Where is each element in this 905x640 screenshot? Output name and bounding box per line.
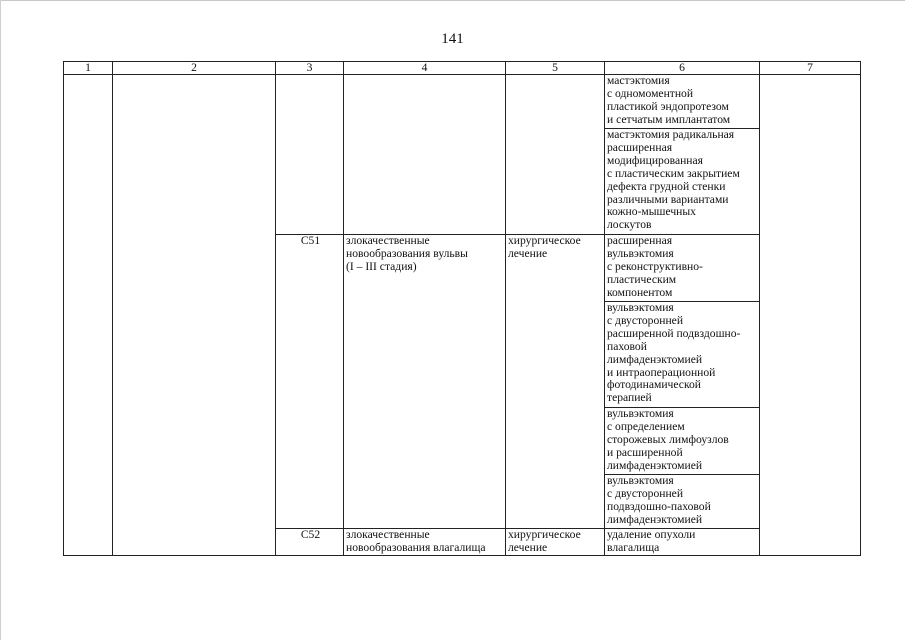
diagnosis-cell: злокачественные новообразования влагалища (344, 529, 506, 556)
diagnosis-code-cell: C51 (276, 235, 344, 529)
treatment-method-cell: вульвэктомия с двусторонней подвздошно-паховой лимфаденэктомией (605, 475, 760, 529)
treatment-method-cell: мастэктомия радикальная расширенная модифицированная с пластическим закрытием дефекта грудной стенки различными вариантами кожно-мышечных лоскутов (605, 129, 760, 235)
treatment-type-cell: хирургическое лечение (506, 529, 605, 556)
diagnosis-cell (344, 75, 506, 235)
page-top-edge (0, 0, 905, 1)
treatment-type-cell (506, 75, 605, 235)
treatment-method-cell: удаление опухоли влагалища (605, 529, 760, 556)
treatment-method-cell: вульвэктомия с двусторонней расширенной подвздошно- паховой лимфаденэктомией и интраоперационной фотодинамической терапией (605, 302, 760, 408)
column-number: 2 (113, 62, 276, 75)
diagnosis-code-cell (276, 75, 344, 235)
treatment-method-cell: вульвэктомия с определением сторожевых лимфоузлов и расширенной лимфаденэктомией (605, 408, 760, 475)
column-number: 3 (276, 62, 344, 75)
treatment-method-cell: расширенная вульвэктомия с реконструктивно- пластическим компонентом (605, 235, 760, 302)
column-2-cell (113, 75, 276, 556)
medical-procedures-table (63, 61, 861, 556)
column-number-row (64, 62, 861, 75)
column-number: 6 (605, 62, 760, 75)
column-number: 5 (506, 62, 605, 75)
column-number: 4 (344, 62, 506, 75)
column-number: 7 (760, 62, 861, 75)
page-left-edge (0, 0, 1, 640)
treatment-type-cell: хирургическое лечение (506, 235, 605, 529)
treatment-method-cell: мастэктомия с одномоментной пластикой эндопротезом и сетчатым имплантатом (605, 75, 760, 129)
table-row (64, 75, 861, 129)
column-7-cell (760, 75, 861, 556)
column-1-cell (64, 75, 113, 556)
column-number: 1 (64, 62, 113, 75)
diagnosis-code-cell: C52 (276, 529, 344, 556)
page-number: 141 (441, 31, 464, 47)
diagnosis-cell: злокачественные новообразования вульвы (I – III стадия) (344, 235, 506, 529)
